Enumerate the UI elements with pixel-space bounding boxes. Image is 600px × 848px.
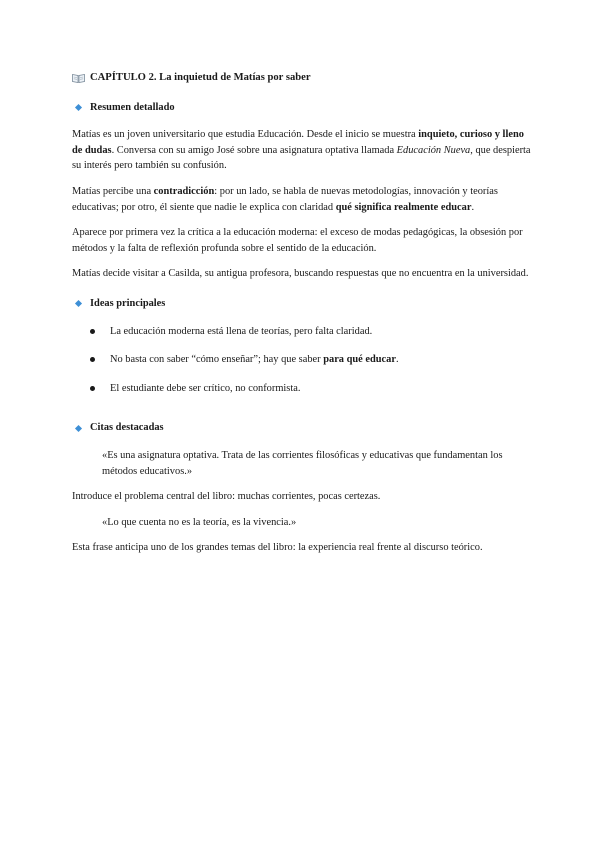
text-run: , que despierta su interés pero también su confusión. (72, 144, 531, 172)
bold-text: inquieto, curioso y lleno de dudas (72, 129, 524, 156)
list-item-text: La educación moderna está llena de teorías, pero falta claridad. (110, 325, 373, 337)
blue-diamond-icon (75, 425, 82, 432)
text-run: . (471, 201, 475, 213)
document-page (72, 70, 532, 566)
bullet-icon (90, 357, 95, 362)
summary-paragraph-2 (72, 184, 532, 215)
bold-text: qué significa realmente educar (335, 201, 472, 213)
section-heading-text: Resumen detallado (90, 101, 175, 113)
blue-diamond-icon (75, 104, 82, 111)
bullet-icon (90, 386, 95, 391)
section-heading-ideas (72, 296, 532, 312)
blue-diamond-icon (75, 300, 82, 307)
summary-paragraph-4: Matías decide visitar a Casilda, su antigua profesora, buscando respuestas que no encuentra en la universidad. (72, 268, 529, 280)
summary-paragraph-1 (72, 127, 532, 174)
open-book-icon (72, 73, 85, 83)
quote-2-commentary: Esta frase anticipa uno de los grandes temas del libro: la experiencia real frente al discurso teórico. (72, 542, 483, 554)
chapter-title (72, 70, 532, 86)
list-item (72, 381, 532, 397)
section-heading-text: Ideas principales (90, 297, 166, 309)
italic-text: Educación Nueva (396, 144, 471, 156)
section-heading-text: Citas destacadas (90, 422, 164, 434)
text-run: Matías percibe una (72, 185, 154, 197)
text-run: . Conversa con su amigo José sobre una asignatura optativa llamada (111, 144, 397, 156)
quote-1-commentary: Introduce el problema central del libro: muchas corrientes, pocas certezas. (72, 491, 381, 503)
list-item-text (110, 352, 399, 368)
text-run: . (395, 354, 399, 366)
ideas-list (72, 324, 532, 397)
list-item-text: El estudiante debe ser crítico, no conformista. (110, 382, 301, 394)
bold-text: contradicción (153, 185, 215, 197)
text-run: : por un lado, se habla de nuevas metodologías, innovación y teorías educativas; por otro, él siente que nadie le explica con claridad (72, 185, 498, 213)
bold-text: para qué educar (323, 354, 396, 366)
bullet-icon (90, 329, 95, 334)
list-item (72, 352, 532, 368)
text-run: Matías es un joven universitario que estudia Educación. Desde el inicio se muestra (72, 129, 419, 141)
quote-2: «Lo que cuenta no es la teoría, es la vivencia.» (102, 516, 297, 528)
quote-1: «Es una asignatura optativa. Trata de las corrientes filosóficas y educativas que fundamentan los métodos educativos.» (102, 449, 503, 477)
section-heading-summary (72, 100, 532, 116)
chapter-title-text: CAPÍTULO 2. La inquietud de Matías por saber (90, 72, 311, 83)
summary-paragraph-3: Aparece por primera vez la crítica a la educación moderna: el exceso de modas pedagógicas, la obsesión por métodos y la falta de reflexión profunda sobre el sentido de la educación. (72, 227, 523, 254)
list-item (72, 324, 532, 340)
section-heading-quotes (72, 420, 532, 436)
text-run: No basta con saber “cómo enseñar”; hay que saber (110, 354, 324, 366)
